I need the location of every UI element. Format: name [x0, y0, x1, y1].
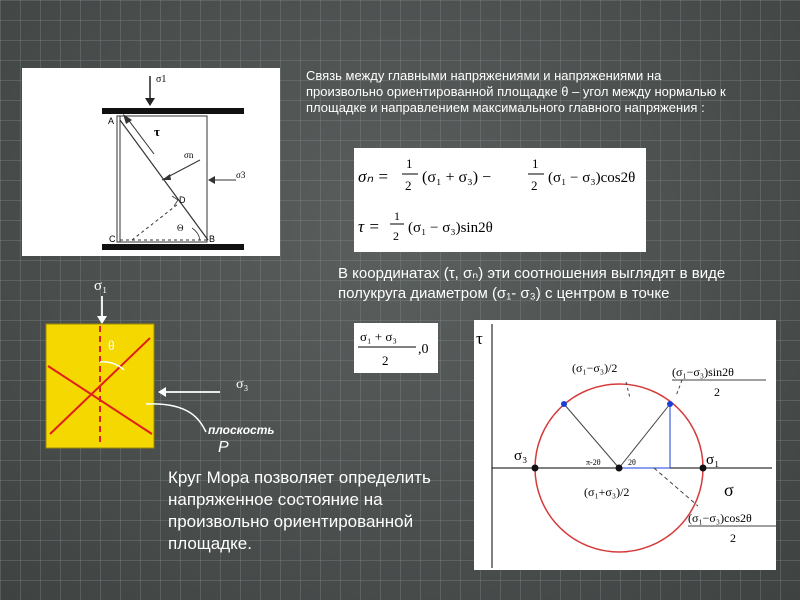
radius-label: (σ₁−σ₃)/2 — [572, 361, 618, 375]
mohr-sigma-label: σ — [724, 480, 734, 500]
point-left — [561, 401, 567, 407]
frac3-num: 1 — [394, 209, 400, 223]
cos-den-label: 2 — [730, 531, 736, 545]
mohr-tau-label: τ — [476, 329, 483, 348]
sin-term: (σ₁ − σ₃)sin2θ — [408, 220, 493, 236]
formula-graphic — [354, 148, 646, 252]
sin-num-label: (σ₁−σ₃)sin2θ — [672, 365, 734, 379]
specimen-sigma1-label: σ1 — [156, 74, 167, 85]
intro-paragraph: Связь между главными напряжениями и напряжениями на произвольно ориентированной площадке θ – угол между нормалью к площадке и направлением максимального главного напряжения : — [306, 68, 726, 115]
frac1-num: 1 — [406, 156, 413, 171]
center-tail: ,0 — [418, 342, 429, 357]
center-formula — [354, 323, 438, 373]
frac1-den: 2 — [405, 178, 412, 193]
two-theta-label: 2θ — [628, 458, 636, 467]
plane-letter: P — [218, 439, 229, 452]
point-b-label: B — [209, 234, 216, 244]
frac3-den: 2 — [393, 229, 399, 243]
specimen-tau-label: τ — [154, 124, 160, 139]
pi-minus-label: π-2θ — [586, 458, 601, 467]
point-c-label: C — [109, 234, 116, 244]
sin-den-label: 2 — [714, 385, 720, 399]
coordinates-paragraph: В координатах (τ, σₙ) эти соотношения выглядят в виде полукруга диаметром (σ₁- σ₃) с центром в точке — [338, 265, 726, 302]
block-sigma3-label: σ₃ — [236, 377, 249, 392]
center-den: 2 — [382, 353, 389, 368]
sum-term: (σ₁ + σ₃) − — [422, 169, 492, 186]
mohr-sigma1: σ₁ — [706, 452, 720, 468]
point-right — [667, 401, 673, 407]
formula-panel — [354, 148, 646, 252]
frac2-den: 2 — [531, 178, 538, 193]
block-sigma1-label: σ₁ — [94, 278, 108, 294]
center-label: (σ₁+σ₃)/2 — [584, 485, 630, 499]
diff-term: (σ₁ − σ₃)cos2θ — [548, 170, 636, 186]
bottom-plate — [102, 244, 244, 250]
block-theta-label: θ — [108, 339, 115, 354]
mohr-circle-panel — [474, 320, 776, 570]
point-d-label: D — [179, 195, 186, 205]
mohr-circle-diagram — [474, 320, 776, 570]
center-num: σ₁ + σ₃ — [360, 329, 397, 344]
sigma3-point — [532, 465, 539, 472]
cos-num-label: (σ₁−σ₃)cos2θ — [688, 511, 752, 525]
yellow-block-diagram — [20, 262, 330, 452]
frac2-num: 1 — [532, 156, 539, 171]
specimen-sigman-label: σn — [184, 150, 194, 160]
mohr-paragraph: Круг Мора позволяет определить напряженное состояние на произвольно ориентированной площадке. — [168, 468, 431, 553]
specimen-diagram — [22, 68, 280, 256]
specimen-theta-label: Θ — [177, 223, 184, 233]
plane-caption: плоскость — [208, 423, 275, 437]
sigma-n-lhs: σₙ = — [358, 167, 389, 186]
mohr-sigma3: σ₃ — [514, 448, 528, 464]
top-plate — [102, 108, 244, 114]
center-formula-panel — [354, 323, 438, 373]
specimen-diagram-panel — [22, 68, 280, 256]
center-point — [616, 465, 623, 472]
specimen-sigma3-label: σ3 — [236, 170, 246, 180]
tau-lhs: τ = — [358, 217, 380, 236]
point-a-label: A — [108, 116, 115, 126]
